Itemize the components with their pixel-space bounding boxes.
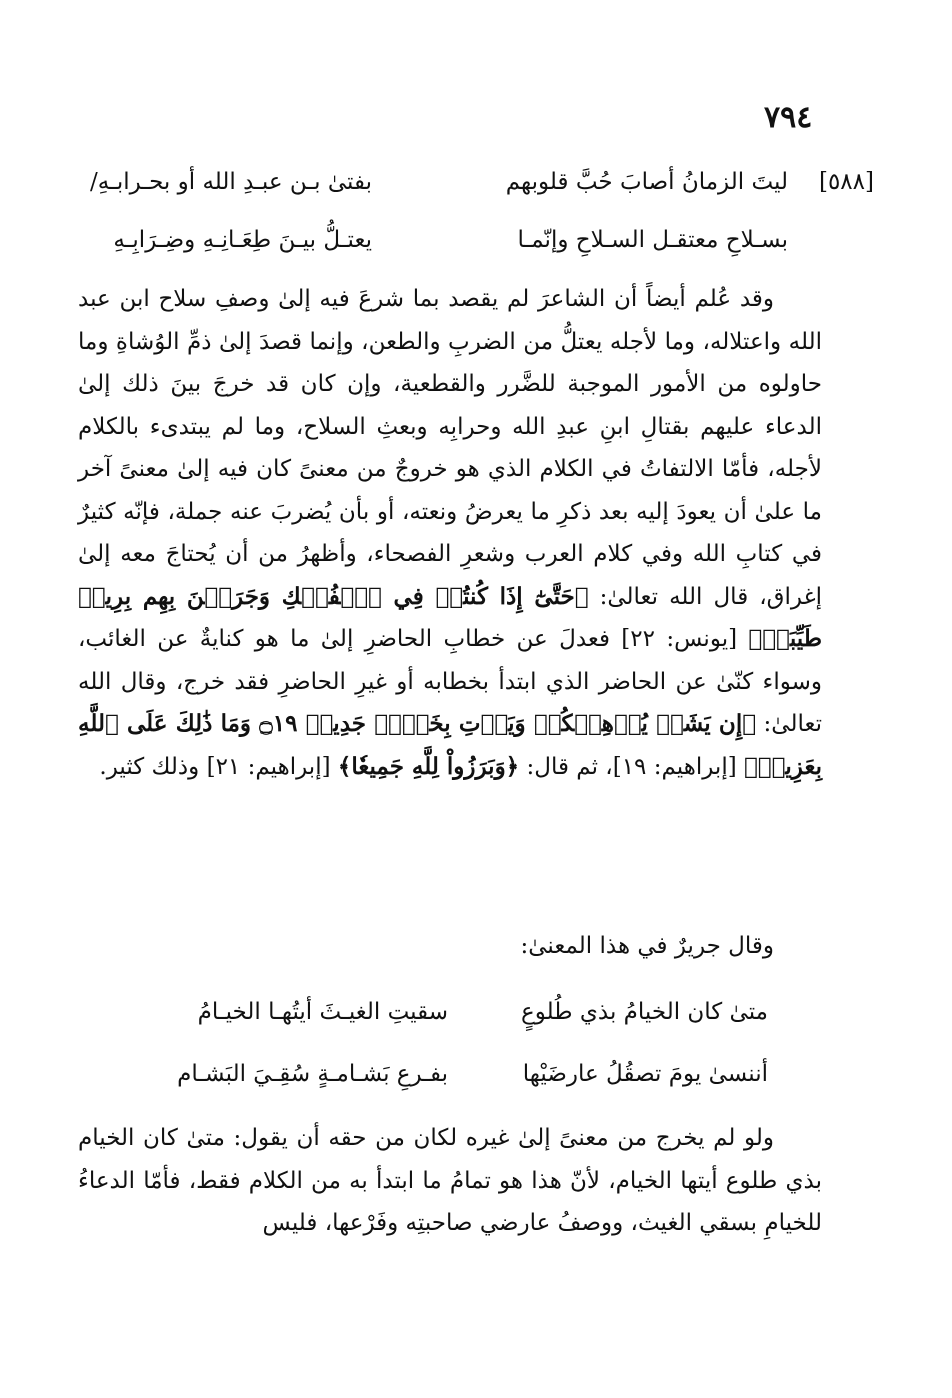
page-number: ٧٩٤ [764, 100, 813, 135]
verse-first-hemistich: متىٰ كان الخيامُ بذي طُلوعٍ [521, 999, 768, 1025]
paragraph-text: ولو لم يخرج من معنىً إلىٰ غيره لكان من حقه أن يقول: متىٰ كان الخيام بذي طلوع أيتها الخيام، لأنّ هذا هو تمامُ ما ابتدأ به من الكلام فقط، فأمّا الدعاءُ للخيامِ بسقي الغيث، ووصفُ عارضي صاحبتِه وفَرْعها، فليس [78, 1125, 822, 1236]
text-segment: وقد عُلم أيضاً أن الشاعرَ لم يقصد بما شرعَ فيه إلىٰ وصفِ سلاح ابن عبد الله واعتلاله، وما لأجله يعتلُّ من الضربِ والطعن، وإنما قصدَ إلىٰ ذمِّ الوُشاةِ وما حاولوه من الأمور الموجبة للضَّرر والقطعية، وإن كان قد خرجَ بينَ ذلك إلىٰ الدعاء عليهم بقتالِ ابنِ عبدِ الله وحرابِه وبعثِ السلاح، وما لم يبتدىء بالكلام لأجله، فأمّا الالتفاتُ في الكلام الذي هو خروجٌ من معنىً كان فيه إلىٰ معنىً آخر ما علىٰ أن يعودَ إليه بعد ذكرِ ما يعرضُ ونعته، أو بأن يُضربَ عنه جملة، فإنّه كثيرٌ في كتابِ الله وفي كلام العرب وشعرِ الفصحاء، وأظهرُ من أن يُحتاجَ معه إلىٰ إغراق، قال الله تعالىٰ: [78, 286, 823, 610]
jarir-verse-line-2 [128, 1050, 768, 1098]
closing-paragraph [78, 1117, 822, 1245]
verse-line-1 [78, 157, 874, 207]
text-segment: [إبراهيم: ٢١] وذلك كثير. [99, 753, 338, 780]
verse-second-hemistich: بفـرعِ بَشـامـةٍ سُقِـيَ البَشـام [177, 1061, 448, 1087]
verse-second-hemistich: يعتـلُّ بيـنَ طِعَـانِـهِ وضِـرَابِـهِ [113, 227, 372, 253]
verse-second-hemistich: سقيتِ الغيـثَ أيتُهـا الخيـامُ [197, 999, 448, 1025]
commentary-paragraph [78, 278, 822, 788]
text-segment: [يونس: ٢٢] فعدلَ عن خطابِ الحاضرِ إلىٰ ما هو كنايةٌ عن الغائب، وسواء كنّىٰ عن الحاضر الذي ابتدأ بخطابه أو غيرِ الحاضرِ فقد خرج، وقال الله تعالىٰ: [78, 626, 822, 737]
poem-introduction: وقال جريرٌ في هذا المعنىٰ: [520, 933, 774, 959]
verse-first-hemistich: أننسىٰ يومَ تصقُلُ عارضَيْها [522, 1061, 768, 1087]
paragraph-text [78, 278, 822, 788]
verse-reference: [٥٨٨] [818, 169, 874, 195]
verse-first-hemistich: بسـلاحِ معتقـل السـلاحِ وإنّمـا [517, 227, 788, 253]
verse-first-hemistich: ليتَ الزمانُ أصابَ حُبَّ قلوبهم [505, 169, 788, 195]
verse-second-hemistich: بفتىٰ بـن عبـدِ الله أو بحـرابـهِ/ [90, 169, 372, 195]
text-segment: [إبراهيم: ١٩]، ثم قال: [519, 753, 744, 780]
quran-quote: ﴿إِن يَشَأۡ يُذۡهِبۡكُمۡ وَيَأۡتِ بِخَلۡقٖ جَدِيدٖ ۝١٩ وَمَا ذَٰلِكَ عَلَى ٱللَّهِ بِعَزِيزٖ﴾ [78, 710, 822, 780]
quran-quote: ﴿حَتَّىٰٓ إِذَا كُنتُمۡ فِي ٱلۡفُلۡكِ وَجَرَيۡنَ بِهِم بِرِيحٖ طَيِّبَةٖ﴾ [78, 582, 822, 652]
quran-quote: ﴿وَبَرَزُواْ لِلَّهِ جَمِيعٗا﴾ [337, 752, 520, 780]
jarir-verse-line-1 [128, 988, 768, 1036]
verse-line-2 [78, 215, 874, 265]
